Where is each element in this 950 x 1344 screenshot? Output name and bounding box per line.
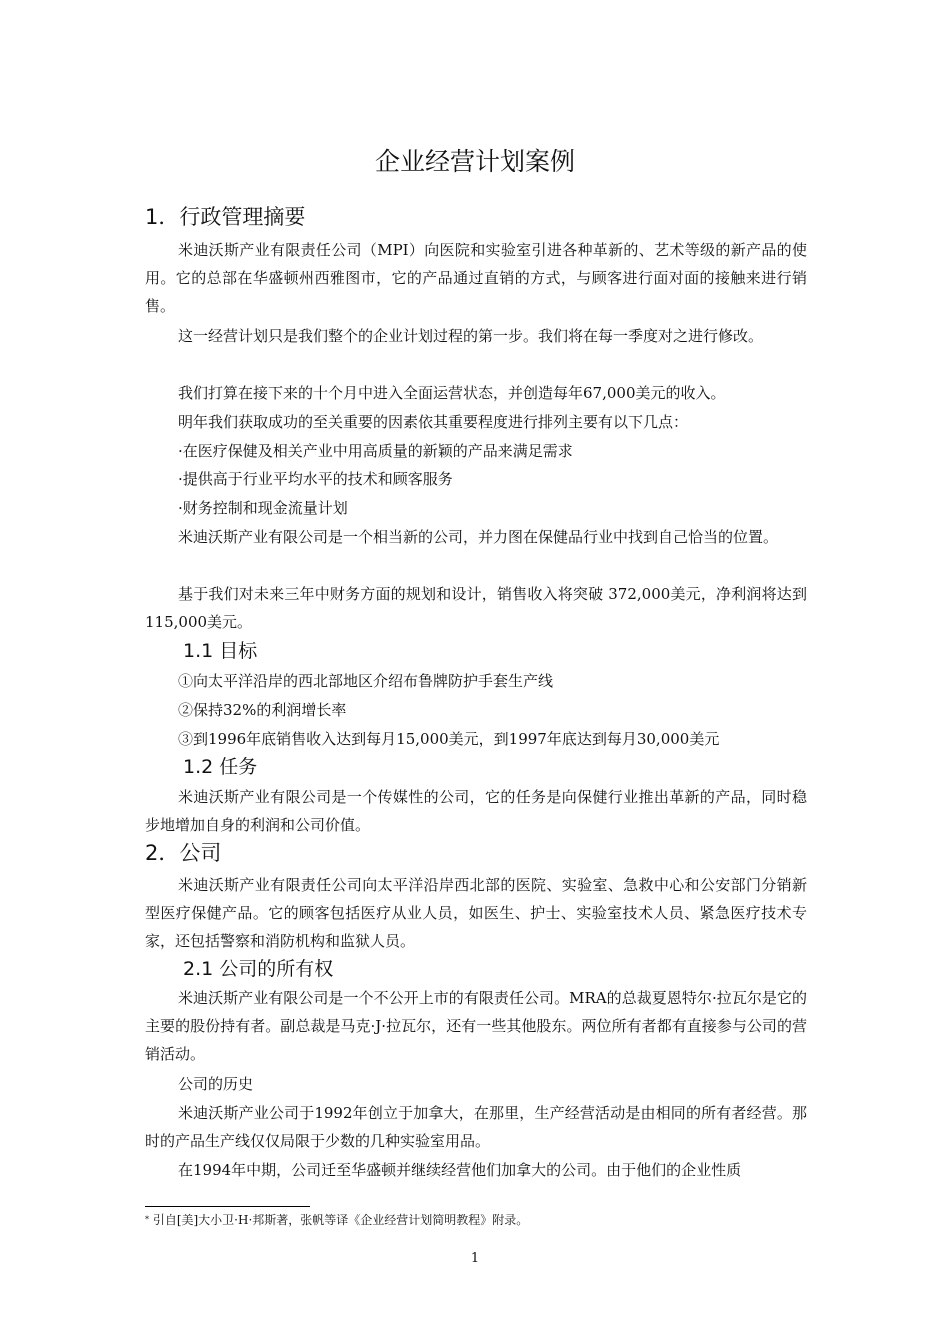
list-item: ③到1996年底销售收入达到每月15,000美元，到1997年底达到每月30,000美元 <box>178 730 720 748</box>
footnote <box>145 1212 528 1228</box>
section-heading-ownership: 2.1 公司的所有权 <box>183 958 334 980</box>
paragraph: 这一经营计划只是我们整个的企业计划过程的第一步。我们将在每一季度对之进行修改。 <box>178 327 764 345</box>
footnote-mark: * <box>145 1215 149 1224</box>
footnote-text: 引自[美]大小卫·H·邦斯著，张帆等译《企业经营计划简明教程》附录。 <box>149 1213 529 1227</box>
section-heading-executive-summary: 1．行政管理摘要 <box>145 205 306 229</box>
list-item: ·提供高于行业平均水平的技术和顾客服务 <box>178 470 453 488</box>
section-heading-goals: 1.1 目标 <box>183 640 258 662</box>
page-title: 企业经营计划案例 <box>374 147 575 176</box>
section-heading-mission: 1.2 任务 <box>183 756 258 778</box>
paragraph: 米迪沃斯产业有限责任公司向太平洋沿岸西北部的医院、实验室、急救中心和公安部门分销新型医疗保健产品。它的顾客包括医疗从业人员，如医生、护士、实验室技术人员、紧急医疗技术专家，还包括警察和消防机构和监狱人员。 <box>145 876 807 950</box>
paragraph: 米迪沃斯产业有限公司是一个传媒性的公司，它的任务是向保健行业推出革新的产品，同时稳步地增加自身的利润和公司价值。 <box>145 788 807 834</box>
paragraph: 米迪沃斯产业有限公司是一个相当新的公司，并力图在保健品行业中找到自己恰当的位置。 <box>178 528 779 546</box>
footnote-divider <box>145 1206 310 1207</box>
paragraph: 我们打算在接下来的十个月中进入全面运营状态，并创造每年67,000美元的收入。 <box>178 384 726 402</box>
paragraph: 明年我们获取成功的至关重要的因素依其重要程度进行排列主要有以下几点： <box>178 413 689 431</box>
subheading-company-history: 公司的历史 <box>178 1075 254 1093</box>
list-item: ②保持32%的利润增长率 <box>178 701 347 719</box>
paragraph: 米迪沃斯产业公司于1992年创立于加拿大，在那里，生产经营活动是由相同的所有者经营。那时的产品生产线仅仅局限于少数的几种实验室用品。 <box>145 1104 807 1150</box>
paragraph: 米迪沃斯产业有限责任公司（MPI）向医院和实验室引进各种革新的、艺术等级的新产品的使用。它的总部在华盛顿州西雅图市，它的产品通过直销的方式，与顾客进行面对面的接触来进行销售。 <box>145 241 807 315</box>
paragraph: 基于我们对未来三年中财务方面的规划和设计，销售收入将突破 372,000美元，净利润将达到115,000美元。 <box>145 585 807 631</box>
paragraph: 在1994年中期，公司迁至华盛顿并继续经营他们加拿大的公司。由于他们的企业性质 <box>178 1161 742 1179</box>
page-number: 1 <box>470 1251 480 1266</box>
section-heading-company: 2．公司 <box>145 841 222 865</box>
list-item: ·在医疗保健及相关产业中用高质量的新颖的产品来满足需求 <box>178 442 573 460</box>
list-item: ·财务控制和现金流量计划 <box>178 499 348 517</box>
paragraph: 米迪沃斯产业有限公司是一个不公开上市的有限责任公司。MRA的总裁夏恩特尔·拉瓦尔是它的主要的股份持有者。副总裁是马克·J·拉瓦尔，还有一些其他股东。两位所有者都有直接参与公司的营销活动。 <box>145 989 807 1063</box>
list-item: ①向太平洋沿岸的西北部地区介绍布鲁牌防护手套生产线 <box>178 672 554 690</box>
